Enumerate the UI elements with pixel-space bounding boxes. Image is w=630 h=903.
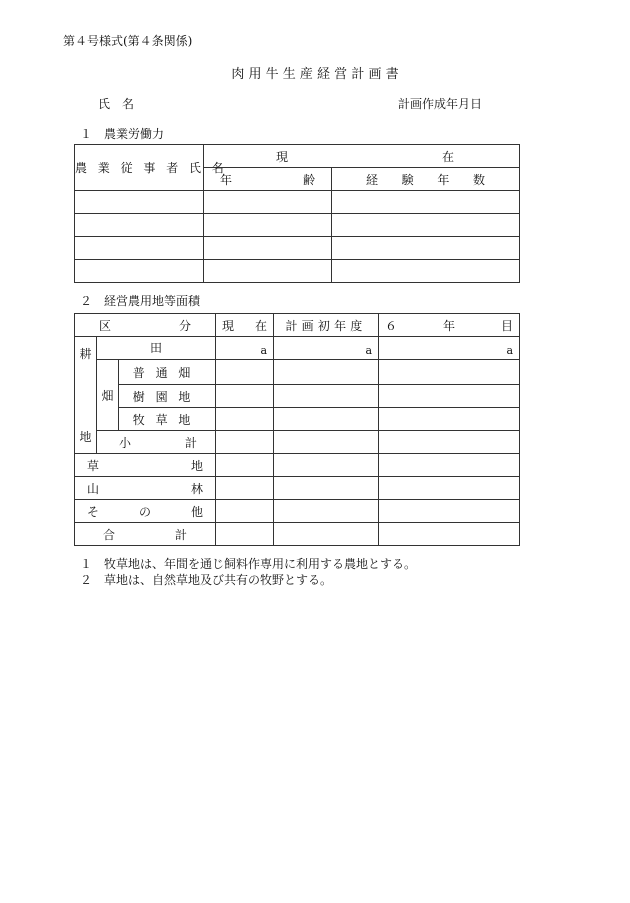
col-current-1: 現 <box>222 318 235 333</box>
document-title: 肉 用 牛 生 産 経 営 計 画 書 <box>231 67 399 82</box>
cell[interactable] <box>216 431 274 454</box>
cell[interactable] <box>274 408 379 431</box>
cell[interactable] <box>204 214 332 237</box>
cell[interactable] <box>216 408 274 431</box>
cell[interactable] <box>379 477 520 500</box>
col-kubun <box>75 314 216 337</box>
row-sanrin-b: 林 <box>190 481 203 496</box>
cell[interactable] <box>216 454 274 477</box>
col-age-a: 年 <box>220 172 233 187</box>
col-exp-3: 年 <box>437 172 450 187</box>
row-forest <box>75 477 216 500</box>
row-sonota-3: 他 <box>190 504 203 519</box>
row-jukuen: 樹園地 <box>119 385 216 408</box>
label-field: 畑 <box>97 360 119 431</box>
row-goukei-b: 計 <box>174 527 187 542</box>
row-souchi-a: 草 <box>87 458 100 473</box>
cell[interactable] <box>75 260 204 283</box>
col-year6 <box>379 314 520 337</box>
col-exp-1: 経 <box>366 172 379 187</box>
table-row <box>75 214 520 237</box>
row-sanrin-a: 山 <box>87 481 100 496</box>
cell[interactable] <box>332 191 520 214</box>
section1-heading: １ 農業労働力 <box>80 127 165 141</box>
cell[interactable] <box>274 477 379 500</box>
cell[interactable] <box>274 454 379 477</box>
row-ta: 田 <box>97 337 216 360</box>
cell[interactable] <box>379 385 520 408</box>
cell[interactable] <box>216 500 274 523</box>
col-year6-2: 年 <box>442 318 455 333</box>
unit-current: a <box>216 337 274 360</box>
row-shokei-a: 小 <box>119 435 132 450</box>
land-table <box>74 313 520 546</box>
col-current-a: 現 <box>276 149 289 164</box>
cell[interactable] <box>274 500 379 523</box>
row-grassland <box>75 454 216 477</box>
row-sonota-1: そ <box>87 504 100 519</box>
cell[interactable] <box>75 191 204 214</box>
col-current-b: 在 <box>441 149 454 164</box>
row-shokei-b: 計 <box>184 435 197 450</box>
cell[interactable] <box>204 237 332 260</box>
cell[interactable] <box>379 454 520 477</box>
row-total <box>75 523 216 546</box>
cell[interactable] <box>379 408 520 431</box>
labor-table <box>74 144 520 283</box>
cell[interactable] <box>274 385 379 408</box>
cell[interactable] <box>332 237 520 260</box>
cell[interactable] <box>379 523 520 546</box>
col-current <box>204 145 520 168</box>
col-age-b: 齢 <box>302 172 315 187</box>
cell[interactable] <box>204 260 332 283</box>
col-current <box>216 314 274 337</box>
col-kubun-a: 区 <box>99 318 112 333</box>
cell[interactable] <box>274 360 379 385</box>
section2-heading: ２ 経営農用地等面積 <box>80 294 201 308</box>
cell[interactable] <box>75 237 204 260</box>
note-2: ２ 草地は、自然草地及び共有の牧野とする。 <box>80 573 333 587</box>
col-kubun-b: 分 <box>178 318 191 333</box>
row-futsu: 普通畑 <box>119 360 216 385</box>
cell[interactable] <box>379 360 520 385</box>
unit-year6: a <box>379 337 520 360</box>
table-row <box>75 237 520 260</box>
row-subtotal <box>97 431 216 454</box>
row-souchi-b: 地 <box>190 458 203 473</box>
row-bokusou: 牧草地 <box>119 408 216 431</box>
unit-plan: a <box>274 337 379 360</box>
cell[interactable] <box>216 360 274 385</box>
date-label: 計画作成年月日 <box>398 97 483 111</box>
table-row <box>75 260 520 283</box>
name-label: 氏 名 <box>98 97 135 111</box>
col-plan-first-year: 計画初年度 <box>274 314 379 337</box>
note-1: １ 牧草地は、年間を通じ飼料作専用に利用する農地とする。 <box>80 557 417 571</box>
cell[interactable] <box>379 431 520 454</box>
cell[interactable] <box>274 431 379 454</box>
col-current-2: 在 <box>254 318 267 333</box>
cell[interactable] <box>379 500 520 523</box>
cell[interactable] <box>216 523 274 546</box>
cell[interactable] <box>332 214 520 237</box>
cell[interactable] <box>216 385 274 408</box>
col-experience <box>332 168 520 191</box>
col-year6-3: 目 <box>500 318 513 333</box>
form-number: 第４号様式(第４条関係) <box>63 34 193 48</box>
col-exp-2: 験 <box>401 172 414 187</box>
label-kou: 耕 <box>79 347 92 361</box>
col-worker-name: 農業従事者氏名 <box>75 145 204 191</box>
row-sonota-2: の <box>138 504 151 519</box>
col-exp-4: 数 <box>472 172 485 187</box>
cell[interactable] <box>204 191 332 214</box>
table-row <box>75 191 520 214</box>
cell[interactable] <box>332 260 520 283</box>
label-cultivated <box>75 337 97 454</box>
col-year6-1: ６ <box>385 318 398 333</box>
row-other <box>75 500 216 523</box>
col-age <box>204 168 332 191</box>
cell[interactable] <box>216 477 274 500</box>
cell[interactable] <box>274 523 379 546</box>
label-chi: 地 <box>79 430 92 444</box>
cell[interactable] <box>75 214 204 237</box>
row-goukei-a: 合 <box>103 527 116 542</box>
